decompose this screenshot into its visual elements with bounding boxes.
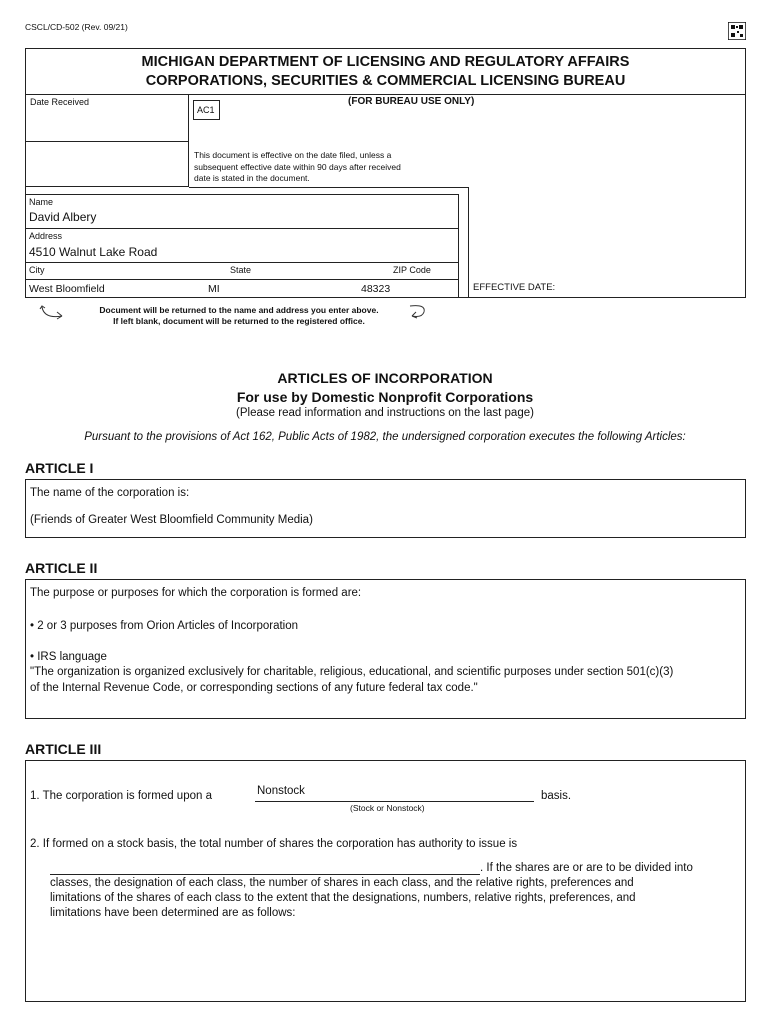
city-label: City (29, 265, 45, 275)
item-2-line-2: classes, the designation of each class, the number of shares in each class, and the relative rights, preferences and (50, 877, 634, 889)
item-2-line-3: limitations of the shares of each class to the extent that the designations, numbers, relative rights, preferences, and (50, 892, 636, 904)
corporation-name-field[interactable]: (Friends of Greater West Bloomfield Community Media) (30, 514, 313, 526)
form-number: CSCL/CD-502 (Rev. 09/21) (25, 22, 128, 32)
instructions-note: (Please read information and instructions on the last page) (236, 407, 534, 419)
articles-title: ARTICLES OF INCORPORATION (277, 370, 493, 386)
article-1-label: The name of the corporation is: (30, 487, 190, 499)
purpose-bullet-1[interactable]: • 2 or 3 purposes from Orion Articles of Incorporation (30, 620, 299, 632)
item-2-line-4: limitations have been determined are as follows: (50, 907, 296, 919)
basis-suffix: basis. (541, 790, 572, 802)
state-field[interactable]: MI (208, 283, 220, 295)
return-note-2: If left blank, document will be returned to the registered office. (113, 316, 365, 326)
article-2-label: The purpose or purposes for which the corporation is formed are: (30, 587, 362, 599)
effective-note-2: subsequent effective date within 90 days after received (194, 161, 401, 172)
name-label: Name (29, 197, 54, 207)
city-field[interactable]: West Bloomfield (29, 283, 105, 295)
department-title: MICHIGAN DEPARTMENT OF LICENSING AND REGULATORY AFFAIRS (141, 54, 630, 70)
share-count-field[interactable] (50, 874, 480, 875)
date-received-label: Date Received (30, 97, 90, 107)
address-field[interactable]: 4510 Walnut Lake Road (29, 245, 158, 259)
address-label: Address (29, 231, 63, 241)
qr-code-icon (728, 22, 746, 40)
article-3-item-2: 2. If formed on a stock basis, the total number of shares the corporation has authority to issue is (30, 838, 518, 850)
articles-subtitle: For use by Domestic Nonprofit Corporations (236, 389, 534, 405)
effective-date-label: EFFECTIVE DATE: (473, 282, 556, 293)
bureau-use-only: (FOR BUREAU USE ONLY) (348, 96, 475, 107)
irs-language-line-1[interactable]: "The organization is organized exclusively for charitable, religious, educational, and scientific purposes under section 501(c)(3) (30, 666, 674, 678)
effective-note-3: date is stated in the document. (194, 173, 310, 183)
item-2-continuation: . If the shares are or are to be divided into (480, 862, 693, 874)
article-3-heading: ARTICLE III (25, 741, 102, 757)
basis-hint: (Stock or Nonstock) (350, 803, 425, 813)
date-received-extra-box (25, 141, 189, 187)
irs-language-line-2[interactable]: of the Internal Revenue Code, or corresponding sections of any future federal tax code." (30, 682, 478, 694)
return-note-1: Document will be returned to the name and address you enter above. (99, 305, 379, 315)
name-field[interactable]: David Albery (29, 210, 97, 224)
zip-label: ZIP Code (393, 265, 431, 275)
article-2-box (25, 579, 746, 719)
state-label: State (230, 265, 252, 275)
ac-code-box: AC1 (193, 100, 220, 120)
article-3-item-1: 1. The corporation is formed upon a (30, 790, 212, 802)
article-2-heading: ARTICLE II (25, 560, 98, 576)
purpose-bullet-2[interactable]: • IRS language (30, 651, 107, 663)
basis-field[interactable]: Nonstock (257, 785, 305, 797)
pursuant-statement: Pursuant to the provisions of Act 162, Public Acts of 1982, the undersigned corporation executes the following Articles: (84, 431, 686, 443)
effective-note-1: This document is effective on the date filed, unless a (194, 150, 392, 160)
article-1-heading: ARTICLE I (25, 460, 94, 476)
zip-field[interactable]: 48323 (361, 283, 391, 295)
bureau-title: CORPORATIONS, SECURITIES & COMMERCIAL LICENSING BUREAU (145, 73, 626, 89)
